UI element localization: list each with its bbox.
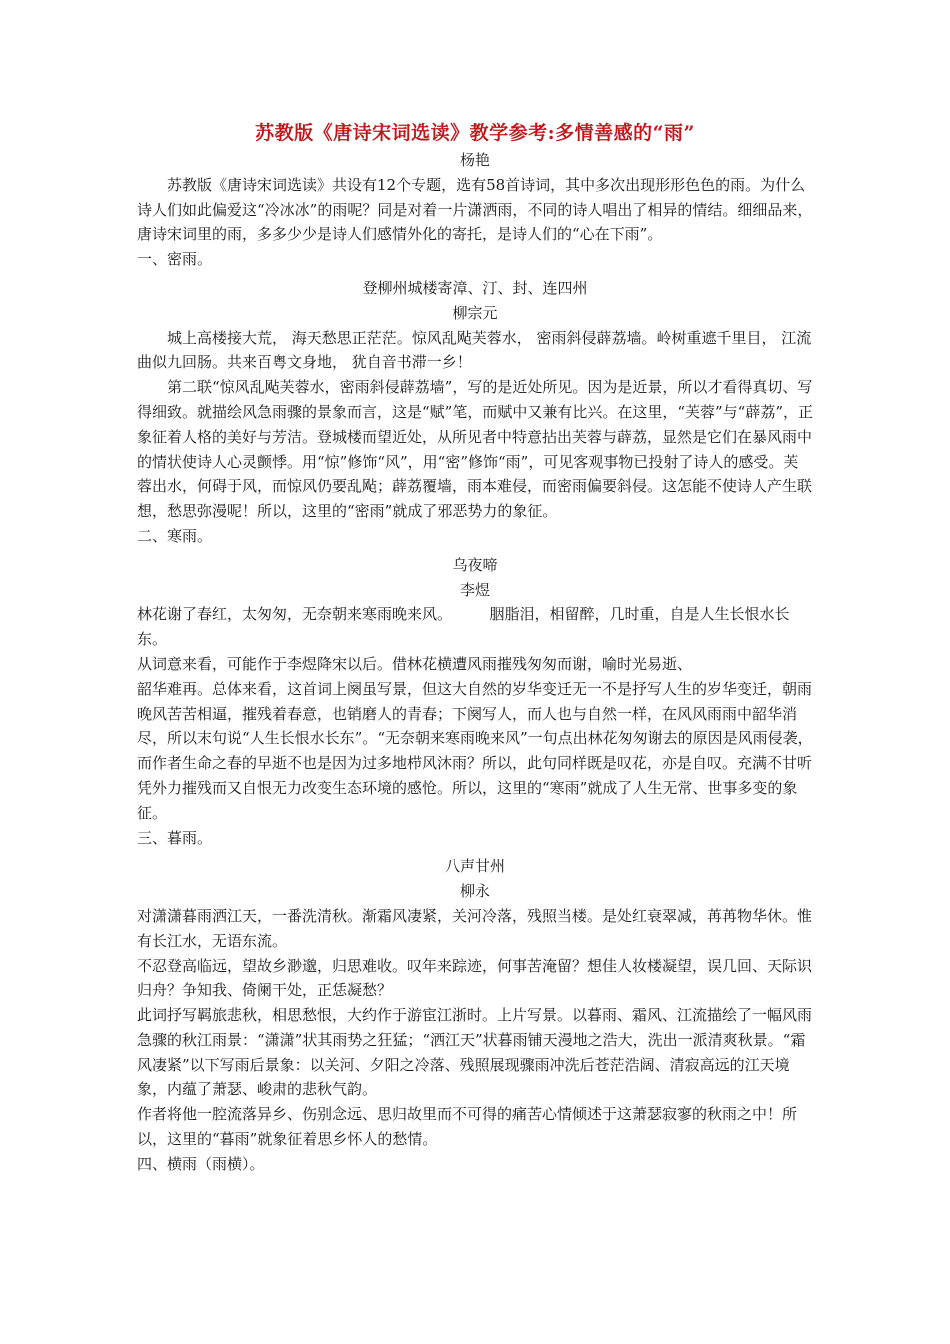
poem-text-3b: 不忍登高临远，望故乡渺邈，归思难收。叹年来踪迹，何事苦淹留？想佳人妆楼凝望，误几回、天际识归舟？争知我、倚阑干处，正恁凝愁？ [137,956,813,1000]
poem-text-1: 城上高楼接大荒， 海天愁思正茫茫。惊风乱飐芙蓉水， 密雨斜侵薜荔墙。岭树重遮千里目， 江流曲似九回肠。共来百粤文身地， 犹自音书滞一乡！ [137,328,812,372]
poem-text-3a: 对潇潇暮雨洒江天，一番洗清秋。渐霜风凄紧，关河冷落，残照当楼。是处红衰翠减，苒苒物华休。惟有长江水，无语东流。 [137,906,813,950]
section-heading-1: 一、密雨。 [137,250,213,269]
poet-name-1: 柳宗元 [452,303,498,322]
analysis-paragraph-3a: 此词抒写羁旅悲秋，相思愁恨，大约作于游宦江浙时。上片写景。以暮雨、霜风、江流描绘了一幅风雨急骤的秋江雨景：“潇潇”状其雨势之狂猛；“洒江天”状暮雨铺天漫地之浩大，洗出一派清爽秋景。“霜风凄紧”以下写雨后景象：以关河、夕阳之冷落、残照展现骤雨冲洗后苍茫浩阔、清寂高远的江天境象，内蕴了萧瑟、峻肃的悲秋气韵。 [137,1006,813,1099]
analysis-paragraph-2a: 从词意来看，可能作于李煜降宋以后。借林花横遭风雨摧残匆匆而谢，喻时光易逝、 [137,654,693,673]
poem-title-3: 八声甘州 [444,857,505,876]
analysis-paragraph-1: 第二联“惊风乱飐芙蓉水，密雨斜侵薜荔墙”，写的是近处所见。因为是近景，所以才看得真切、写得细致。就描绘风急雨骤的景象而言，这是“赋”笔，而赋中又兼有比兴。在这里，“芙蓉”与“薜荔”，正象征着人格的美好与芳洁。登城楼而望近处，从所见者中特意拈出芙蓉与薜荔，显然是它们在暴风雨中的情状使诗人心灵颤悸。用“惊”修饰“风”，用“密”修饰“雨”，可见客观事物已投射了诗人的感受。芙蓉出水，何碍于风，而惊风仍要乱飐；薜荔覆墙，雨本难侵，而密雨偏要斜侵。这怎能不使诗人产生联想，愁思弥漫呢！所以，这里的“密雨”就成了邪恶势力的象征。 [137,378,814,521]
poet-name-3: 柳永 [459,882,490,901]
poet-name-2: 李煜 [459,580,490,599]
analysis-paragraph-3b: 作者将他一腔流落异乡、伤别念远、思归故里而不可得的痛苦心情倾述于这萧瑟寂寥的秋雨之中！所以，这里的“暮雨”就象征着思乡怀人的愁情。 [137,1105,798,1149]
poem-text-2: 林花谢了春红，太匆匆，无奈朝来寒雨晚来风。 胭脂泪，相留醉，几时重，自是人生长恨水长东。 [137,605,790,649]
poem-title-1: 登柳州城楼寄漳、汀、封、连四州 [362,278,588,297]
author-name: 杨艳 [459,151,490,169]
section-heading-2: 二、寒雨。 [137,526,213,545]
document-title: 苏教版《唐诗宋词选读》教学参考:多情善感的“雨” [255,122,695,144]
section-heading-3: 三、暮雨。 [137,828,213,847]
analysis-paragraph-2b: 韶华难再。总体来看，这首词上阕虽写景，但这大自然的岁华变迁无一不是抒写人生的岁华变迁，朝雨晚风苦苦相逼，摧残着春意，也销磨人的青春；下阕写人，而人也与自然一样，在风风雨雨中韶华消尽，所以末句说“人生长恨水长东”。“无奈朝来寒雨晚来风”一句点出林花匆匆谢去的原因是风雨侵袭，而作者生命之春的早逝不也是因为过多地栉风沐雨？所以，此句同样既是叹花，亦是自叹。充满不甘听凭外力摧残而又自恨无力改变生态环境的感怆。所以，这里的“寒雨”就成了人生无常、世事多变的象征。 [137,679,813,822]
document-page [137,118,813,1177]
intro-paragraph: 苏教版《唐诗宋词选读》共设有12个专题，选有58首诗词，其中多次出现形形色色的雨。为什么诗人们如此偏爱这“冷冰冰”的雨呢？同是对着一片潇洒雨，不同的诗人唱出了相异的情结。细细品来，唐诗宋词里的雨，多多少少是诗人们感情外化的寄托，是诗人们的“心在下雨”。 [137,175,813,244]
poem-title-2: 乌夜啼 [452,555,498,574]
section-heading-4: 四、横雨（雨横）。 [137,1154,265,1173]
